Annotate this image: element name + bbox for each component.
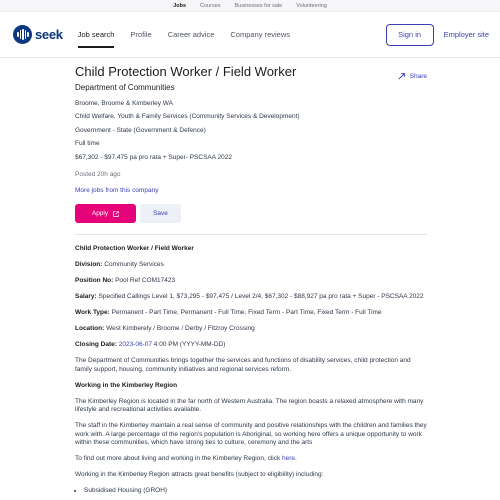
nav-career-advice[interactable]: Career advice: [167, 29, 215, 39]
benefit-item: • Subsidised Housing (GROH): [84, 487, 427, 496]
topbar-link-volunteering[interactable]: Volunteering: [296, 2, 327, 9]
divider: [75, 234, 427, 235]
job-classification: Child Welfare, Youth & Family Services (Community Services & Development): [75, 113, 300, 120]
top-utility-bar: [0, 0, 500, 12]
region-paragraph-1: The Kimberley Region is located in the far north of Western Australia. The region boasts a relaxed atmosphere with many lifestyle and recreational activities available.: [75, 397, 424, 413]
region-paragraph-2: The staff in the Kimberley maintain a real sense of community and positive relationships with the children and families they work with. A large percentage of the region's population is Aboriginal, so working here offers a unique opportunity to work within these communities, which have strong ties to culture, ceremony and the arts: [75, 422, 427, 446]
share-icon: [398, 72, 406, 80]
seek-logo[interactable]: [13, 25, 63, 44]
job-location: Broome, Broome & Kimberley WA: [75, 99, 174, 107]
find-out-period: .: [295, 455, 297, 462]
nav-job-search[interactable]: Job search: [78, 12, 115, 58]
employer-site-link[interactable]: Employer site: [443, 30, 489, 39]
action-buttons: [75, 204, 427, 223]
apply-label: Apply: [91, 210, 109, 217]
salary-label: Salary:: [75, 293, 97, 300]
intro-paragraph: The Department of Communities brings together the services and functions of disability services, child protection and family support, housing, community initiatives and regional services reform.: [75, 357, 411, 373]
find-out-link[interactable]: here: [282, 455, 296, 462]
main-nav: [78, 12, 290, 58]
position-label: Position No:: [75, 277, 114, 284]
sign-in-button[interactable]: Sign in: [386, 24, 434, 46]
closing-date-value[interactable]: 2023-06-07: [118, 341, 152, 348]
position-value: Pool Ref COM17423: [115, 277, 176, 284]
location-value: West Kimberely / Broome / Derby / Fitzroy Crossing: [106, 325, 255, 332]
find-out-text: To find out more about living and working in the Kimberley Region, click: [75, 455, 281, 462]
nav-profile[interactable]: Profile: [130, 29, 152, 39]
topbar-link-courses[interactable]: Courses: [200, 2, 221, 9]
apply-button[interactable]: [75, 204, 136, 223]
save-button[interactable]: Save: [140, 204, 181, 223]
share-label: Share: [409, 72, 427, 80]
nav-company-reviews[interactable]: Company reviews: [230, 29, 290, 39]
division-value: Community Services: [104, 261, 164, 268]
share-button[interactable]: [398, 72, 427, 80]
advertiser-name: Department of Communities: [75, 83, 175, 92]
worktype-value: Permanent - Part Time, Permanent - Full Time, Fixed Term - Part Time, Fixed Term - Full Time: [111, 309, 382, 316]
job-sector: Government - State (Government & Defence): [75, 126, 206, 134]
description-heading: Child Protection Worker / Field Worker: [75, 245, 194, 252]
posted-date: Posted 20h ago: [75, 171, 121, 178]
external-link-icon: [113, 211, 119, 217]
seek-logo-icon: [13, 25, 32, 44]
job-salary: $67,302 - $97,475 pa pro rata + Super- PSCSAA 2022: [75, 153, 233, 161]
region-heading: Working in the Kimberley Region: [75, 381, 178, 389]
site-header: [0, 12, 500, 58]
division-label: Division:: [75, 261, 103, 268]
job-title: Child Protection Worker / Field Worker: [75, 64, 297, 79]
topbar-link-jobs[interactable]: Jobs: [173, 2, 187, 9]
closing-time-value: 4:00 PM (YYYY-MM-DD): [153, 341, 226, 348]
job-details: [75, 64, 427, 496]
closing-label: Closing Date:: [75, 341, 117, 348]
worktype-label: Work Type:: [75, 309, 110, 316]
benefits-intro: Working in the Kimberley Region attracts great benefits (subject to eligibility) including:: [75, 471, 324, 478]
location-label: Location:: [75, 325, 105, 332]
job-work-type: Full time: [75, 140, 100, 147]
topbar-link-businesses[interactable]: Businesses for sale: [234, 2, 283, 9]
salary-value: Specified Callings Level 1, $73,295 - $97,475 / Level 2/4, $67,302 - $88,927 pa pro rata + Super - PSCSAA 2022: [98, 293, 424, 300]
benefits-list: [75, 487, 427, 496]
seek-logo-text: seek: [35, 27, 63, 42]
job-description: [75, 245, 427, 496]
more-jobs-link[interactable]: More jobs from this company: [75, 187, 159, 194]
